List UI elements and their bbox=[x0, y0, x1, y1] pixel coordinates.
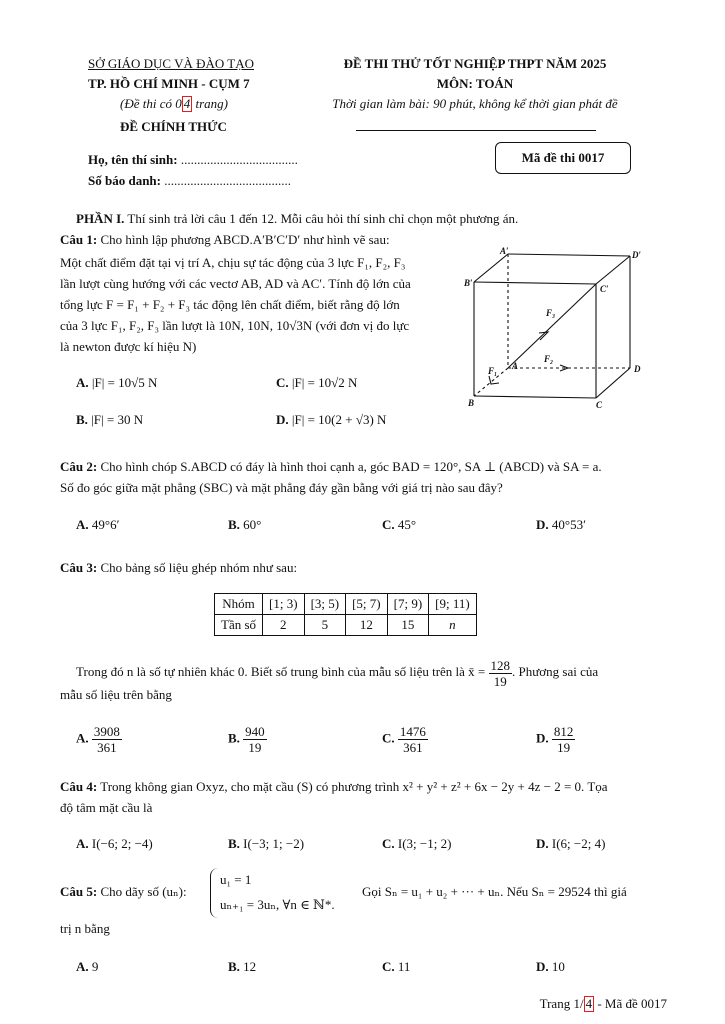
pages-note: (Đề thi có 0 4 trang) bbox=[120, 96, 228, 111]
part1-heading: PHẦN I. Thí sinh trả lời câu 1 đến 12. Mỗi câu hỏi thí sinh chỉ chọn một phương án. bbox=[76, 211, 519, 226]
q1-option-a[interactable]: A. |F| = 10√5 N bbox=[76, 375, 158, 390]
q3-option-b[interactable]: B. $\frac{940}{19}$ bbox=[228, 724, 265, 755]
q4-option-a[interactable]: A. I(−6; 2; −4) bbox=[76, 836, 153, 851]
q4-stem-line2: độ tâm mặt cầu là bbox=[60, 800, 153, 815]
q1-line: lần lượt cùng hướng với các vectơ AB, AD và AC′. Tính độ lớn của bbox=[60, 276, 411, 291]
q1-line: Một chất điểm đặt tại vị trí A, chịu sự tác động của 3 lực F₁, F₂, F₃ bbox=[60, 255, 406, 270]
table-cell: [9; 11) bbox=[429, 594, 477, 615]
table-cell: n bbox=[429, 615, 477, 636]
q5-stem-tail: Gọi Sₙ = u₁ + u₂ + ··· + uₙ. Nếu Sₙ = 29524 thì giá bbox=[362, 884, 627, 899]
q1-line: của 3 lực F₁, F₂, F₃ lần lượt là 10N, 10N, 10√3N (với đơn vị đo lực bbox=[60, 318, 410, 333]
highlight-box: 4 bbox=[183, 96, 191, 111]
system-brace bbox=[210, 868, 219, 918]
table-cell: 2 bbox=[263, 615, 305, 636]
exam-title: ĐỀ THI THỬ TỐT NGHIỆP THPT NĂM 2025 bbox=[343, 56, 607, 71]
q2-stem: Câu 2: Cho hình chóp S.ABCD có đáy là hình thoi cạnh a, góc BAD = 120°, SA ⊥ (ABCD) và SA = a. bbox=[60, 459, 602, 474]
q1-option-d[interactable]: D. |F| = 10(2 + √3) N bbox=[276, 412, 387, 427]
q5-option-d[interactable]: D. 10 bbox=[536, 959, 565, 974]
q1-option-c[interactable]: C. |F| = 10√2 N bbox=[276, 375, 358, 390]
table-row bbox=[215, 615, 477, 636]
q3-option-c[interactable]: C. $\frac{1476}{361}$ bbox=[382, 724, 426, 755]
q2-option-c[interactable]: C. 45° bbox=[382, 517, 417, 532]
q5-option-c[interactable]: C. 11 bbox=[382, 959, 411, 974]
candidate-name-row: Họ, tên thí sinh: .................................... bbox=[88, 152, 298, 167]
mean-fraction: $\frac{128}{19}$ bbox=[490, 657, 511, 689]
time-note: Thời gian làm bài: 90 phút, không kể thời gian phát đề bbox=[332, 96, 618, 111]
q1-line: là newton được kí hiệu N) bbox=[60, 339, 197, 354]
subject-title: MÔN: TOÁN bbox=[436, 76, 514, 91]
q1-line: tổng lực F = F₁ + F₂ + F₃ tác động lên chất điểm, biết rằng độ lớn bbox=[60, 297, 400, 312]
q5-stem: Câu 5: Cho dãy số (uₙ): bbox=[60, 884, 187, 899]
q3-option-a[interactable]: A. $\frac{3908}{361}$ bbox=[76, 724, 120, 755]
q3-stem: Câu 3: Cho bảng số liệu ghép nhóm như sau: bbox=[60, 560, 298, 575]
q4-option-b[interactable]: B. I(−3; 1; −2) bbox=[228, 836, 305, 851]
q1-option-b[interactable]: B. |F| = 30 N bbox=[76, 412, 144, 427]
q3-mean-line: Trong đó n là số tự nhiên khác 0. Biết số trung bình của mẫu số liệu trên là x̄ = $\frac{128}{19}$ . Phương sai của bbox=[76, 657, 599, 689]
vertex-label: C bbox=[596, 400, 603, 410]
table-cell: 5 bbox=[304, 615, 346, 636]
table-cell: [3; 5) bbox=[304, 594, 346, 615]
cluster-name: TP. HỒ CHÍ MINH - CỤM 7 bbox=[88, 76, 250, 91]
q3-option-d[interactable]: D. $\frac{812}{19}$ bbox=[536, 724, 574, 755]
table-cell: [1; 3) bbox=[263, 594, 305, 615]
q4-option-c[interactable]: C. I(3; −1; 2) bbox=[382, 836, 452, 851]
q2-option-b[interactable]: B. 60° bbox=[228, 517, 262, 532]
cube-edge bbox=[474, 254, 508, 282]
candidate-id-row: Số báo danh: ....................................... bbox=[88, 173, 291, 188]
page-footer: Trang 1/ 4 - Mã đề 0017 bbox=[539, 996, 667, 1011]
q5-option-a[interactable]: A. 9 bbox=[76, 959, 99, 974]
official-label: ĐỀ CHÍNH THỨC bbox=[120, 119, 227, 134]
table-cell: 12 bbox=[346, 615, 388, 636]
q3-stem-line2: mẫu số liệu trên bằng bbox=[60, 687, 172, 702]
q2-option-a[interactable]: A. 49°6′ bbox=[76, 517, 120, 532]
vector-label: F₁ bbox=[488, 366, 498, 376]
q5-system-line: u₁ = 1 bbox=[220, 872, 252, 887]
table-cell: [7; 9) bbox=[387, 594, 429, 615]
vertex-label: D bbox=[634, 364, 641, 374]
q4-stem: Câu 4: Trong không gian Oxyz, cho mặt cầu (S) có phương trình x² + y² + z² + 6x − 2y + 4z − 2 = 0. Tọa bbox=[60, 779, 608, 794]
q5-system-line: uₙ₊₁ = 3uₙ, ∀n ∈ ℕ*. bbox=[220, 897, 335, 912]
q2-stem-line2: Số đo góc giữa mặt phẳng (SBC) và mặt phẳng đáy gần bằng với giá trị nào sau đây? bbox=[60, 480, 503, 495]
vertex-label: B bbox=[468, 398, 475, 408]
vertex-label: B′ bbox=[464, 278, 473, 288]
q2-option-d[interactable]: D. 40°53′ bbox=[536, 517, 586, 532]
table-header-cell: Tần số bbox=[215, 615, 263, 636]
cube-edge bbox=[596, 256, 630, 284]
cube-edge bbox=[596, 368, 630, 398]
vector-f3-arrow bbox=[539, 332, 548, 340]
table-header-cell: Nhóm bbox=[215, 594, 263, 615]
header-divider bbox=[356, 130, 596, 131]
vertex-label: D′ bbox=[632, 250, 642, 260]
cube-figure bbox=[460, 244, 660, 416]
vertex-label: C′ bbox=[600, 284, 609, 294]
exam-code-box: Mã đề thi 0017 bbox=[495, 142, 631, 174]
table-cell: 15 bbox=[387, 615, 429, 636]
table-row bbox=[215, 594, 477, 615]
q5-option-b[interactable]: B. 12 bbox=[228, 959, 257, 974]
q4-option-d[interactable]: D. I(6; −2; 4) bbox=[536, 836, 606, 851]
table-cell: [5; 7) bbox=[346, 594, 388, 615]
frequency-table bbox=[214, 593, 477, 636]
cube-edge bbox=[474, 282, 596, 284]
highlight-box: 4 bbox=[585, 996, 593, 1011]
q5-stem-line2: trị n bằng bbox=[60, 921, 110, 936]
cube-edge bbox=[474, 396, 596, 398]
vertex-label: A bbox=[512, 361, 519, 371]
department-name: SỞ GIÁO DỤC VÀ ĐÀO TẠO bbox=[88, 56, 254, 71]
cube-edge bbox=[508, 254, 630, 256]
q1-stem: Câu 1: Cho hình lập phương ABCD.A′B′C′D′ như hình vẽ sau: bbox=[60, 232, 390, 247]
vertex-label: A′ bbox=[500, 246, 509, 256]
vector-label: F₂ bbox=[544, 354, 554, 364]
vector-label: F₃ bbox=[546, 308, 556, 318]
